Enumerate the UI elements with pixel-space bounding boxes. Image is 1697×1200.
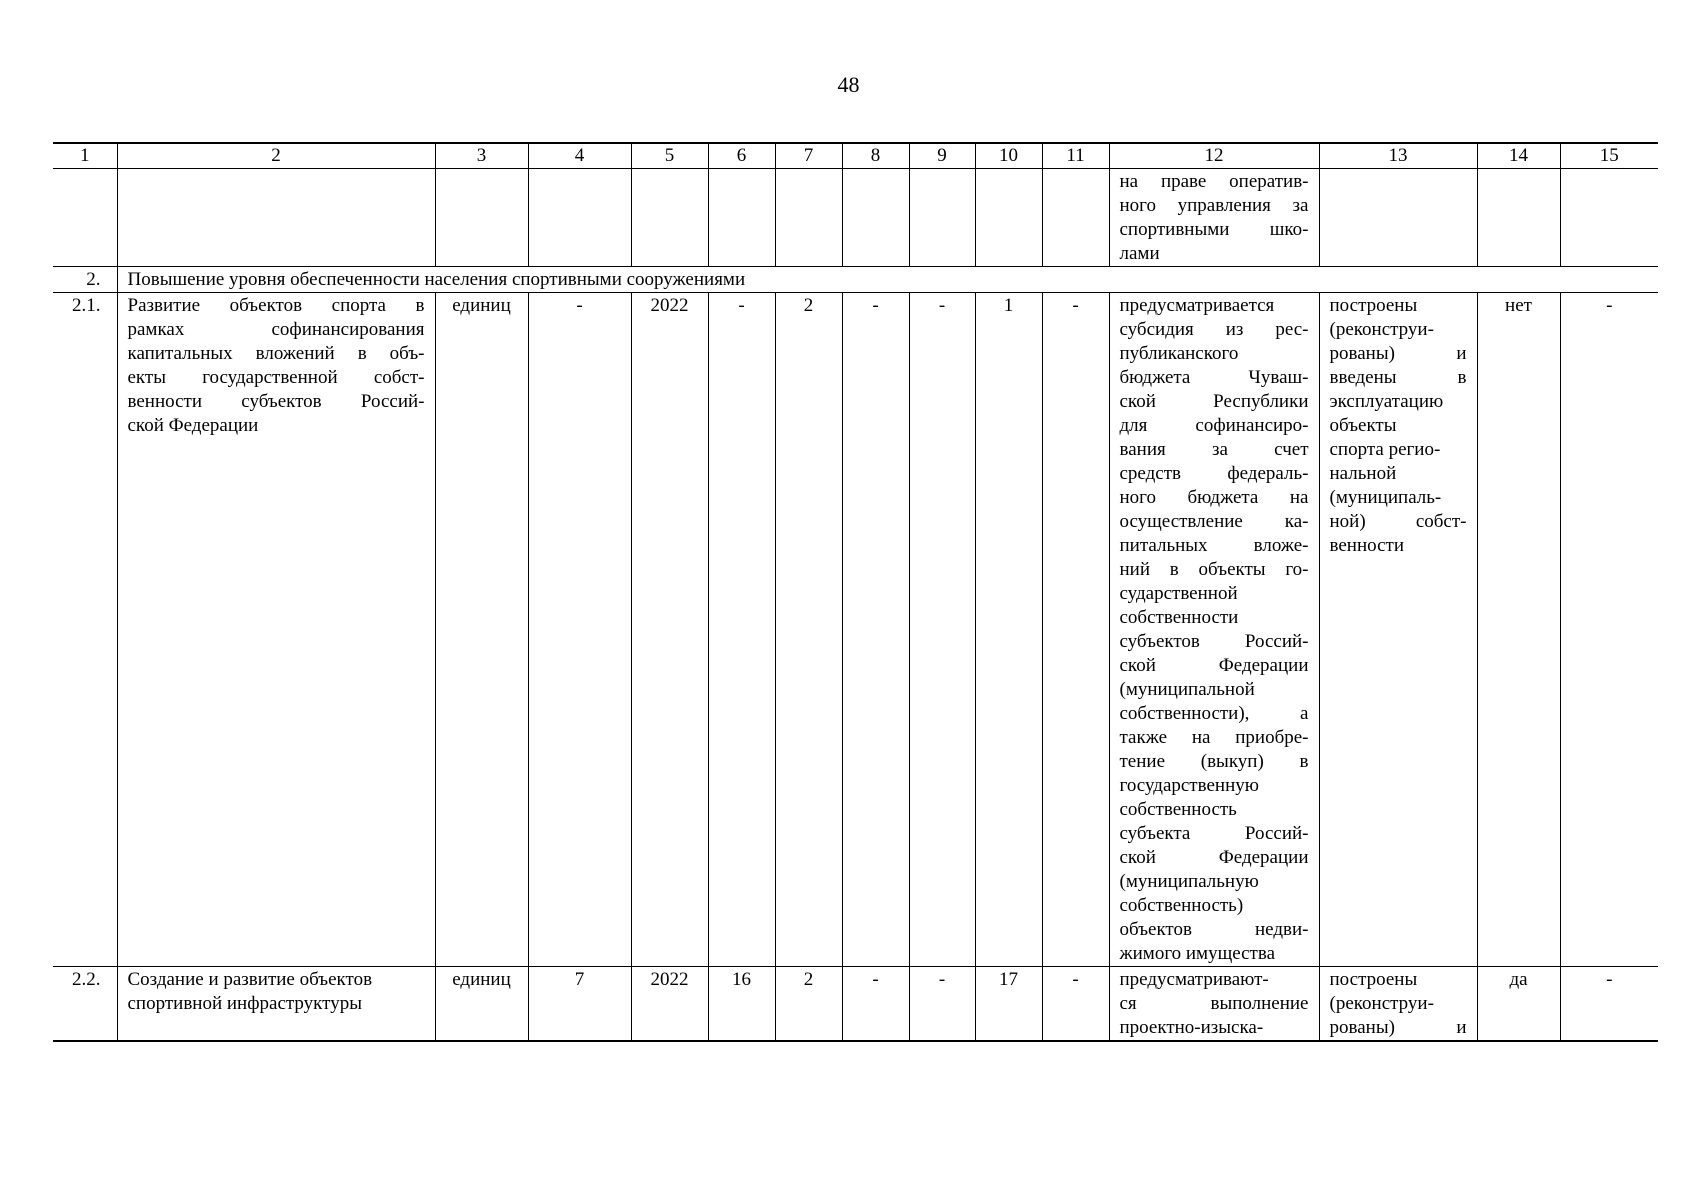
text-line: тение (выкуп) в xyxy=(1119,751,1309,772)
text-line: жимого имущества xyxy=(1119,943,1276,964)
text-line: эксплуатацию xyxy=(1329,391,1444,412)
text-line: субъектов Россий- xyxy=(1119,631,1309,652)
text-line: (муниципальную xyxy=(1119,871,1259,892)
value-cell: - xyxy=(1042,967,1109,1042)
text-line: нальной xyxy=(1329,463,1397,484)
value-cell: - xyxy=(842,967,909,1042)
header-cell: 13 xyxy=(1319,143,1477,169)
header-cell: 1 xyxy=(53,143,117,169)
text-line: ной) собст- xyxy=(1329,511,1467,532)
text-line: питальных вложе- xyxy=(1119,535,1309,556)
text-line: субъекта Россий- xyxy=(1119,823,1309,844)
row-number: 2.1. xyxy=(53,293,117,967)
text-line: собственность xyxy=(1119,799,1237,820)
text-line: ного управления за xyxy=(1119,195,1309,216)
text-line: ся выполнение xyxy=(1119,993,1309,1014)
text-line: собственность) xyxy=(1119,895,1244,916)
value-cell: 2 xyxy=(775,293,842,967)
cont-note-cell xyxy=(1109,169,1319,267)
section-title: Повышение уровня обеспеченности населения спортивными сооружениями xyxy=(117,267,1658,293)
text-line: ний в объекты го- xyxy=(1119,559,1309,580)
text-line: венности субъектов Россий- xyxy=(127,391,425,412)
section-2-row xyxy=(53,267,1658,293)
value-cell: - xyxy=(909,293,975,967)
text-line: спортивной инфраструктуры xyxy=(127,993,362,1014)
unit-cell: единиц xyxy=(435,967,528,1042)
result-cell xyxy=(1319,293,1477,967)
header-cell: 8 xyxy=(842,143,909,169)
value-cell: 1 xyxy=(975,293,1042,967)
text-line: объекты xyxy=(1329,415,1397,436)
text-line: собственности xyxy=(1119,607,1239,628)
value-cell: - xyxy=(1560,967,1658,1042)
text-line: (реконструи- xyxy=(1329,319,1434,340)
text-line: собственности), а xyxy=(1119,703,1309,724)
value-cell: - xyxy=(528,293,631,967)
result-cell xyxy=(1319,967,1477,1042)
header-cell: 4 xyxy=(528,143,631,169)
header-cell: 7 xyxy=(775,143,842,169)
event-name-cell xyxy=(117,293,435,967)
header-cell: 12 xyxy=(1109,143,1319,169)
header-cell: 15 xyxy=(1560,143,1658,169)
text-line: осуществление ка- xyxy=(1119,511,1309,532)
text-line: публиканского xyxy=(1119,343,1239,364)
row-2-1 xyxy=(53,293,1658,967)
row-number: 2.2. xyxy=(53,967,117,1042)
text-line: предусматривается xyxy=(1119,295,1275,316)
note-cell xyxy=(1109,293,1319,967)
year-cell: 2022 xyxy=(631,967,708,1042)
flag-cell: да xyxy=(1477,967,1560,1042)
text-line: венности xyxy=(1329,535,1405,556)
header-cell: 2 xyxy=(117,143,435,169)
text-line: вания за счет xyxy=(1119,439,1309,460)
header-cell: 5 xyxy=(631,143,708,169)
text-line: ской Федерации xyxy=(1119,655,1309,676)
section-number: 2. xyxy=(53,267,117,293)
text-line: средств федераль- xyxy=(1119,463,1309,484)
row-2-2 xyxy=(53,967,1658,1042)
text-line: ской Федерации xyxy=(1119,847,1309,868)
year-cell: 2022 xyxy=(631,293,708,967)
value-cell: 16 xyxy=(708,967,775,1042)
value-cell: - xyxy=(1042,293,1109,967)
text-line: ской Федерации xyxy=(127,415,259,436)
text-line: екты государственной собст- xyxy=(127,367,425,388)
page-number: 48 xyxy=(837,72,860,97)
header-cell: 11 xyxy=(1042,143,1109,169)
text-line: Развитие объектов спорта в xyxy=(127,295,425,316)
text-line: на праве оператив- xyxy=(1119,171,1309,192)
text-line: государственную xyxy=(1119,775,1259,796)
header-cell: 10 xyxy=(975,143,1042,169)
text-line: рованы) и xyxy=(1329,343,1467,364)
header-cell: 14 xyxy=(1477,143,1560,169)
header-cell: 6 xyxy=(708,143,775,169)
text-line: сударственной xyxy=(1119,583,1238,604)
text-line: спорта регио- xyxy=(1329,439,1441,460)
text-line: проектно-изыска- xyxy=(1119,1017,1264,1038)
text-line: для софинансиро- xyxy=(1119,415,1309,436)
value-cell: - xyxy=(708,293,775,967)
text-line: капитальных вложений в объ- xyxy=(127,343,425,364)
value-cell: - xyxy=(842,293,909,967)
text-line: (реконструи- xyxy=(1329,993,1434,1014)
text-line: предусматривают- xyxy=(1119,969,1269,990)
text-line: спортивными шко- xyxy=(1119,219,1309,240)
program-table xyxy=(53,142,1658,1042)
text-line: введены в xyxy=(1329,367,1467,388)
text-line: построены xyxy=(1329,969,1418,990)
text-line: Создание и развитие объектов xyxy=(127,969,373,990)
value-cell: - xyxy=(909,967,975,1042)
text-line: объектов недви- xyxy=(1119,919,1309,940)
header-cell: 9 xyxy=(909,143,975,169)
text-line: ного бюджета на xyxy=(1119,487,1309,508)
text-line: построены xyxy=(1329,295,1418,316)
event-name-cell xyxy=(117,967,435,1042)
value-cell: 7 xyxy=(528,967,631,1042)
value-cell: 17 xyxy=(975,967,1042,1042)
text-line: также на приобре- xyxy=(1119,727,1309,748)
value-cell: - xyxy=(1560,293,1658,967)
continuation-row xyxy=(53,169,1658,267)
text-line: лами xyxy=(1119,243,1160,264)
text-line: ской Республики xyxy=(1119,391,1309,412)
value-cell: 2 xyxy=(775,967,842,1042)
text-line: субсидия из рес- xyxy=(1119,319,1309,340)
text-line: (муниципальной xyxy=(1119,679,1255,700)
unit-cell: единиц xyxy=(435,293,528,967)
header-cell: 3 xyxy=(435,143,528,169)
text-line: рамках софинансирования xyxy=(127,319,425,340)
text-line: рованы) и xyxy=(1329,1017,1467,1038)
text-line: (муниципаль- xyxy=(1329,487,1442,508)
note-cell xyxy=(1109,967,1319,1042)
text-line: бюджета Чуваш- xyxy=(1119,367,1309,388)
column-number-header-row xyxy=(53,143,1658,169)
flag-cell: нет xyxy=(1477,293,1560,967)
